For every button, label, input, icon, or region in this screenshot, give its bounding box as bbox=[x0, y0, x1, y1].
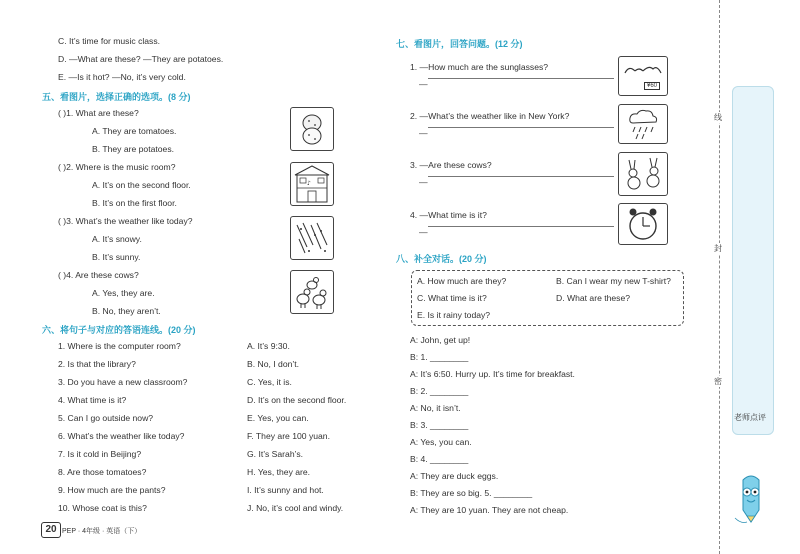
sec6-question-7: 7. Is it cold in Beijing? bbox=[58, 449, 142, 459]
sec7-answer-dash-2: — bbox=[419, 128, 428, 138]
option-d-text: D. —What are these? —They are potatoes. bbox=[58, 54, 224, 64]
birds-picture bbox=[290, 270, 334, 314]
sec6-answer-b: B. No, I don’t. bbox=[247, 359, 300, 369]
sec6-question-10: 10. Whose coat is this? bbox=[58, 503, 147, 513]
rabbits-picture bbox=[618, 152, 668, 196]
sec6-question-5: 5. Can I go outside now? bbox=[58, 413, 154, 423]
sec5-q3-a: A. It’s snowy. bbox=[92, 234, 142, 244]
footer-text: PEP · 4年级 · 英语（下） bbox=[62, 528, 142, 535]
sec6-question-2: 2. Is that the library? bbox=[58, 359, 136, 369]
sec6-answer-h: H. Yes, they are. bbox=[247, 467, 311, 477]
sec7-question-1: 1. —How much are the sunglasses? bbox=[410, 62, 549, 72]
rain-cloud-icon bbox=[619, 105, 667, 143]
birds-icon bbox=[291, 271, 333, 313]
margin-char-seal: 封 bbox=[714, 244, 722, 253]
sec7-question-4: 4. —What time is it? bbox=[410, 210, 487, 220]
alarm-clock-icon bbox=[619, 204, 667, 244]
sec5-q4-b: B. No, they aren’t. bbox=[92, 306, 161, 316]
teacher-comment-label: 老师点评 bbox=[734, 413, 766, 422]
answer-line-2[interactable] bbox=[428, 127, 614, 128]
sunglasses-picture bbox=[618, 56, 668, 96]
sec5-q1-b: B. They are potatoes. bbox=[92, 144, 175, 154]
potatoes-picture bbox=[290, 107, 334, 151]
dialog-line-2: B: 1. ________ bbox=[410, 352, 469, 362]
clock-picture bbox=[618, 203, 668, 245]
option-c-text: C. It’s time for music class. bbox=[58, 36, 161, 46]
sec6-answer-f: F. They are 100 yuan. bbox=[247, 431, 330, 441]
rabbits-icon bbox=[619, 153, 667, 195]
dialog-line-6: B: 3. ________ bbox=[410, 420, 469, 430]
sec6-answer-d: D. It’s on the second floor. bbox=[247, 395, 347, 405]
dialog-line-9: A: They are duck eggs. bbox=[410, 471, 499, 481]
sec6-answer-i: I. It’s sunny and hot. bbox=[247, 485, 324, 495]
potatoes-icon bbox=[291, 108, 333, 150]
dialog-line-7: A: Yes, you can. bbox=[410, 437, 472, 447]
option-a: A. How much are they? bbox=[417, 276, 507, 286]
answer-line-1[interactable] bbox=[428, 78, 614, 79]
sec6-question-4: 4. What time is it? bbox=[58, 395, 127, 405]
sec7-answer-dash-1: — bbox=[419, 79, 428, 89]
answer-line-4[interactable] bbox=[428, 226, 614, 227]
sec5-q4-a: A. Yes, they are. bbox=[92, 288, 155, 298]
sec6-answer-a: A. It’s 9:30. bbox=[247, 341, 290, 351]
sec6-answer-e: E. Yes, you can. bbox=[247, 413, 309, 423]
sec6-answer-g: G. It’s Sarah’s. bbox=[247, 449, 304, 459]
sec6-question-3: 3. Do you have a new classroom? bbox=[58, 377, 188, 387]
option-b: B. Can I wear my new T-shirt? bbox=[556, 276, 671, 286]
sec7-answer-dash-4: — bbox=[419, 227, 428, 237]
sec6-answer-j: J. No, it’s cool and windy. bbox=[247, 503, 344, 513]
svg-text:♪: ♪ bbox=[307, 180, 311, 187]
sec5-q3: ( )3. What’s the weather like today? bbox=[58, 216, 193, 226]
sec6-question-1: 1. Where is the computer room? bbox=[58, 341, 181, 351]
page-number: 20 bbox=[41, 522, 61, 538]
option-d: D. What are these? bbox=[556, 293, 631, 303]
dialog-line-1: A: John, get up! bbox=[410, 335, 471, 345]
building-picture bbox=[290, 162, 334, 206]
sec5-q2-b: B. It’s on the first floor. bbox=[92, 198, 177, 208]
price-tag: ¥60 bbox=[644, 82, 660, 90]
section-5-title: 五、看图片，选择正确的选项。(8 分) bbox=[42, 92, 191, 102]
teacher-comment-box[interactable] bbox=[732, 86, 774, 435]
dialog-line-3: A: It’s 6:50. Hurry up. It’s time for breakfast. bbox=[410, 369, 575, 379]
snow-storm-icon bbox=[291, 217, 333, 259]
section-8-title: 八、补全对话。(20 分) bbox=[396, 254, 487, 264]
option-c: C. What time is it? bbox=[417, 293, 487, 303]
rain-picture bbox=[618, 104, 668, 144]
sec5-q4: ( )4. Are these cows? bbox=[58, 270, 139, 280]
margin-char-secret: 密 bbox=[714, 377, 722, 386]
sec5-q2: ( )2. Where is the music room? bbox=[58, 162, 176, 172]
sec5-q3-b: B. It’s sunny. bbox=[92, 252, 141, 262]
sec7-question-2: 2. —What’s the weather like in New York? bbox=[410, 111, 570, 121]
weather-picture bbox=[290, 216, 334, 260]
margin-char-line: 线 bbox=[714, 113, 722, 122]
sec6-answer-c: C. Yes, it is. bbox=[247, 377, 292, 387]
music-room-building-icon bbox=[291, 163, 333, 205]
dialog-line-4: B: 2. ________ bbox=[410, 386, 469, 396]
pencil-mascot-icon bbox=[733, 472, 769, 524]
option-e-text: E. —Is it hot? —No, it’s very cold. bbox=[58, 72, 186, 82]
answer-line-3[interactable] bbox=[428, 176, 614, 177]
sec6-question-9: 9. How much are the pants? bbox=[58, 485, 166, 495]
section-7-title: 七、看图片，回答问题。(12 分) bbox=[396, 39, 523, 49]
binding-line bbox=[719, 0, 720, 554]
option-e: E. Is it rainy today? bbox=[417, 310, 491, 320]
sec5-q1-a: A. They are tomatoes. bbox=[92, 126, 177, 136]
sec5-q2-a: A. It’s on the second floor. bbox=[92, 180, 191, 190]
section-6-title: 六、将句子与对应的答语连线。(20 分) bbox=[42, 325, 196, 335]
sec7-answer-dash-3: — bbox=[419, 177, 428, 187]
dialog-line-11: A: They are 10 yuan. They are not cheap. bbox=[410, 505, 569, 515]
sec5-q1: ( )1. What are these? bbox=[58, 108, 139, 118]
sec6-question-6: 6. What’s the weather like today? bbox=[58, 431, 185, 441]
sec7-question-3: 3. —Are these cows? bbox=[410, 160, 492, 170]
dialog-line-8: B: 4. ________ bbox=[410, 454, 469, 464]
dialog-line-5: A: No, it isn’t. bbox=[410, 403, 461, 413]
sec6-question-8: 8. Are those tomatoes? bbox=[58, 467, 147, 477]
dialog-line-10: B: They are so big. 5. ________ bbox=[410, 488, 533, 498]
